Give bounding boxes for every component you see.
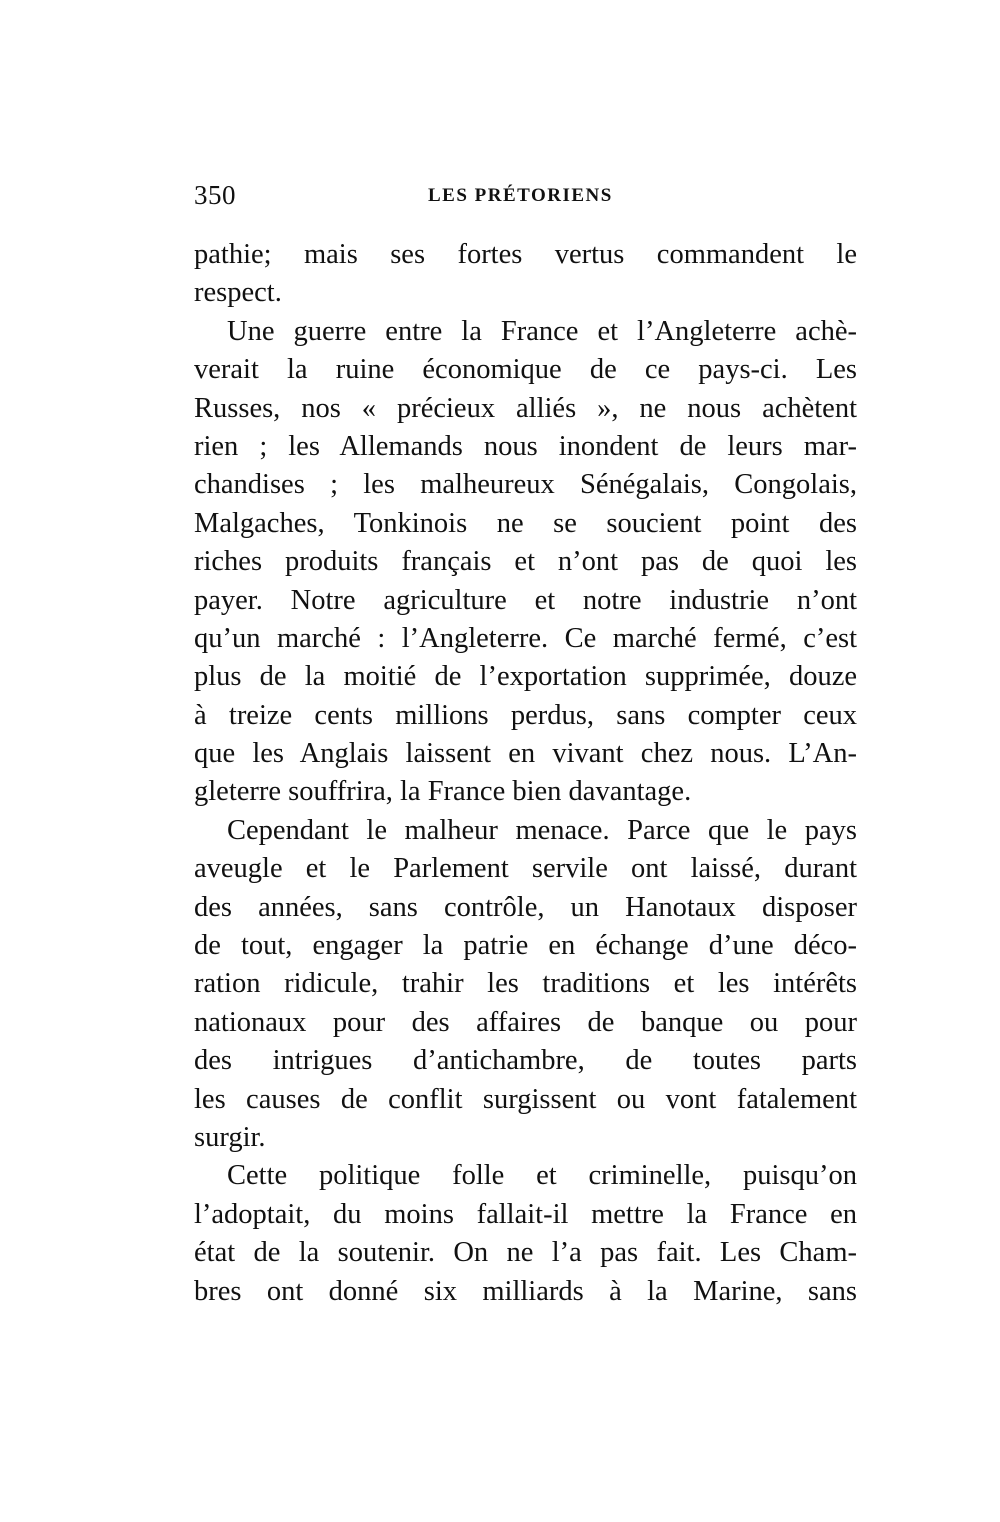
- text-line: de tout, engager la patrie en échange d’une déco-: [194, 930, 857, 962]
- text-line: bres ont donné six milliards à la Marine, sans: [194, 1275, 857, 1307]
- text-line: l’adoptait, du moins fallait-il mettre la France en: [194, 1198, 857, 1230]
- text-line: ration ridicule, trahir les traditions et les intérêts: [194, 968, 857, 1000]
- text-line: pathie; mais ses fortes vertus commandent le: [194, 239, 857, 270]
- text-line: verait la ruine économique de ce pays-ci. Les: [194, 354, 857, 386]
- text-line: qu’un marché : l’Angleterre. Ce marché fermé, c’est: [194, 622, 857, 654]
- text-line: gleterre souffrira, la France bien davantage.: [194, 776, 692, 808]
- text-line: chandises ; les malheureux Sénégalais, Congolais,: [194, 469, 857, 501]
- text-line: nationaux pour des affaires de banque ou pour: [194, 1006, 857, 1038]
- text-line: plus de la moitié de l’exportation supprimée, douze: [194, 661, 857, 693]
- text-line: état de la soutenir. On ne l’a pas fait. Les Cham-: [194, 1237, 857, 1269]
- page-number: 350: [194, 180, 236, 210]
- text-line: rien ; les Allemands nous inondent de leurs mar-: [194, 430, 857, 462]
- text-line: Cette politique folle et criminelle, puisqu’on: [227, 1160, 857, 1192]
- text-line: riches produits français et n’ont pas de quoi les: [194, 546, 857, 578]
- text-line: aveugle et le Parlement servile ont laissé, durant: [194, 853, 857, 885]
- text-line: Russes, nos « précieux alliés », ne nous achètent: [194, 392, 857, 424]
- text-line: payer. Notre agriculture et notre industrie n’ont: [194, 584, 857, 616]
- text-line: des intrigues d’antichambre, de toutes parts: [194, 1045, 857, 1077]
- text-line: des années, sans contrôle, un Hanotaux disposer: [194, 891, 857, 923]
- text-line: surgir.: [194, 1121, 266, 1153]
- text-line: respect.: [194, 277, 282, 309]
- text-line: que les Anglais laissent en vivant chez nous. L’An-: [194, 738, 857, 770]
- body-text: [194, 236, 857, 1311]
- text-line: les causes de conflit surgissent ou vont fatalement: [194, 1083, 857, 1115]
- text-line: à treize cents millions perdus, sans compter ceux: [194, 699, 857, 731]
- running-head: [194, 178, 857, 218]
- text-line: Cependant le malheur menace. Parce que le pays: [227, 814, 857, 846]
- text-line: Une guerre entre la France et l’Angleterre achè-: [227, 315, 857, 347]
- running-title: LES PRÉTORIENS: [428, 185, 613, 206]
- text-line: Malgaches, Tonkinois ne se soucient point des: [194, 507, 857, 539]
